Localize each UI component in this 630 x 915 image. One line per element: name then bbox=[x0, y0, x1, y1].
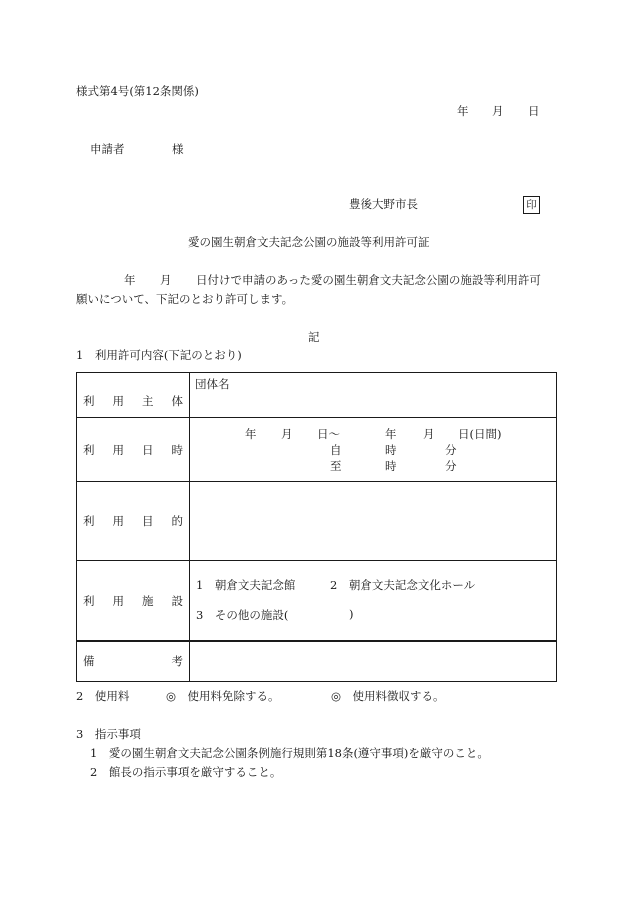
label-char: 利 bbox=[83, 442, 95, 457]
dt-from-hour: 時 bbox=[385, 443, 397, 457]
label-char: 主 bbox=[142, 394, 154, 408]
label-char: 施 bbox=[142, 593, 154, 608]
body-year: 年 bbox=[124, 273, 136, 287]
cell-organization[interactable] bbox=[190, 373, 557, 418]
facility-option-3: 3 その他の施設( bbox=[196, 608, 289, 622]
label-remarks bbox=[77, 641, 190, 681]
table-row bbox=[77, 418, 557, 482]
section2-heading: 2 使用料 bbox=[76, 689, 130, 703]
cell-datetime[interactable] bbox=[190, 418, 557, 482]
ki-marker: 記 bbox=[308, 330, 320, 344]
applicant-label: 申請者 bbox=[90, 142, 125, 156]
label-char: 備 bbox=[83, 654, 95, 669]
section3-heading: 3 指示事項 bbox=[76, 727, 141, 741]
cell-purpose[interactable] bbox=[190, 482, 557, 561]
dt-day1: 日～ bbox=[317, 427, 340, 441]
form-number: 様式第4号(第12条関係) bbox=[76, 84, 199, 98]
label-char: 設 bbox=[171, 593, 183, 608]
organization-label: 団体名 bbox=[195, 377, 230, 391]
section1-heading: 1 利用許可内容(下記のとおり) bbox=[76, 348, 242, 362]
permit-table bbox=[76, 372, 557, 682]
table-row bbox=[77, 373, 557, 418]
label-char: 用 bbox=[112, 593, 124, 608]
label-char: 的 bbox=[171, 514, 183, 528]
table-row bbox=[77, 482, 557, 561]
label-char: 利 bbox=[83, 593, 95, 608]
applicant-honorific: 様 bbox=[172, 142, 184, 156]
document-title: 愛の園生朝倉文夫記念公園の施設等利用許可証 bbox=[188, 235, 430, 249]
fee-exempt-option[interactable]: ◎ 使用料免除する。 bbox=[166, 689, 280, 703]
issuer-name: 豊後大野市長 bbox=[349, 197, 418, 211]
seal-stamp: 印 bbox=[523, 196, 540, 214]
label-char: 時 bbox=[171, 442, 183, 457]
body-text-line1: 日付けで申請のあった愛の園生朝倉文夫記念公園の施設等利用許可 bbox=[196, 273, 541, 287]
cell-remarks[interactable] bbox=[190, 641, 557, 681]
date-year: 年 bbox=[457, 104, 469, 118]
date-day: 日 bbox=[528, 104, 540, 118]
label-char: 用 bbox=[112, 514, 124, 528]
date-month: 月 bbox=[492, 104, 504, 118]
facility-option-2: 2 朝倉文夫記念文化ホール bbox=[330, 578, 476, 592]
facility-option-1: 1 朝倉文夫記念館 bbox=[196, 578, 296, 592]
label-user bbox=[77, 373, 190, 418]
dt-from: 自 bbox=[330, 443, 342, 457]
dt-day2: 日(日間) bbox=[458, 427, 502, 441]
dt-month2: 月 bbox=[423, 427, 435, 441]
label-char: 利 bbox=[83, 514, 95, 528]
facility-option-3-close: ) bbox=[349, 607, 354, 621]
dt-to-min: 分 bbox=[445, 459, 457, 473]
dt-from-min: 分 bbox=[445, 443, 457, 457]
instruction-item-1: 1 愛の園生朝倉文夫記念公園条例施行規則第18条(遵守事項)を厳守のこと。 bbox=[90, 746, 489, 760]
label-char: 体 bbox=[171, 394, 183, 408]
label-char: 日 bbox=[142, 442, 154, 457]
dt-year2: 年 bbox=[385, 427, 397, 441]
dt-to-hour: 時 bbox=[385, 459, 397, 473]
label-char: 用 bbox=[112, 394, 124, 408]
dt-year1: 年 bbox=[245, 427, 257, 441]
dt-month1: 月 bbox=[281, 427, 293, 441]
cell-facility[interactable] bbox=[190, 561, 557, 642]
label-char: 用 bbox=[112, 442, 124, 457]
label-char: 利 bbox=[83, 394, 95, 408]
label-facility bbox=[77, 561, 190, 642]
body-month: 月 bbox=[160, 273, 172, 287]
dt-to: 至 bbox=[330, 459, 342, 473]
label-purpose bbox=[77, 482, 190, 561]
body-text-line2: 願いについて、下記のとおり許可します。 bbox=[76, 292, 294, 306]
instruction-item-2: 2 館長の指示事項を厳守すること。 bbox=[90, 765, 282, 779]
label-char: 目 bbox=[142, 514, 154, 528]
fee-charge-option[interactable]: ◎ 使用料徴収する。 bbox=[331, 689, 445, 703]
label-char: 考 bbox=[171, 654, 183, 669]
table-row bbox=[77, 561, 557, 642]
label-datetime bbox=[77, 418, 190, 482]
table-row bbox=[77, 641, 557, 681]
